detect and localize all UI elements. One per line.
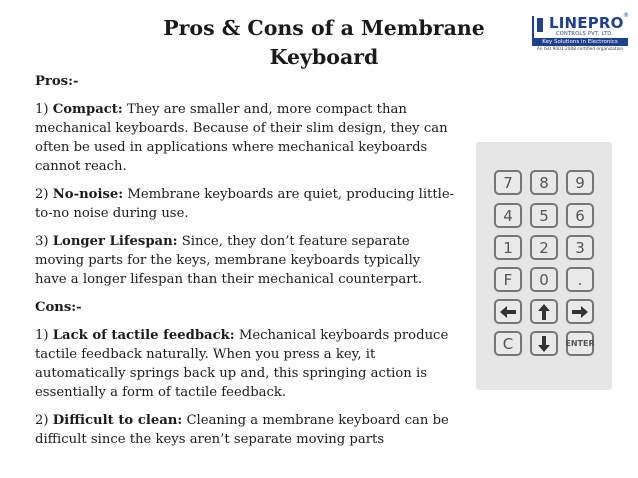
logo-mark-icon [532, 16, 548, 40]
keypad-key-2: 2 [530, 235, 558, 260]
keypad-key-up [530, 299, 558, 324]
item-term: No-noise: [52, 187, 124, 202]
logo-iso-note: An ISO 9001:2008 certified organization [536, 47, 624, 52]
item-term: Longer Lifespan: [52, 234, 178, 249]
cons-heading: Cons:- [35, 300, 82, 315]
item-text: Since, they don’t feature separate moving parts for the keys, membrane keyboards typically have a longer lifespan than their mechanical counterpart. [35, 234, 423, 287]
item-number: 3) [35, 234, 49, 249]
keypad-key-7: 7 [494, 170, 522, 195]
membrane-keypad-image [476, 142, 612, 390]
page-title: Pros & Cons of a Membrane Keyboard [163, 16, 485, 69]
pros-item [35, 232, 455, 289]
keypad-key-c: C [494, 331, 522, 356]
keypad-key-9: 9 [566, 170, 594, 195]
logo-subtitle: CONTROLS PVT. LTD. [556, 31, 614, 37]
keypad-key-right [566, 299, 594, 324]
item-term: Lack of tactile feedback: [52, 328, 235, 343]
down-arrow-icon [538, 336, 550, 352]
keypad-key-6: 6 [566, 203, 594, 228]
keypad-key-dot: . [566, 267, 594, 292]
up-arrow-icon [538, 304, 550, 320]
keypad-key-5: 5 [530, 203, 558, 228]
left-arrow-icon [500, 306, 516, 318]
pros-item [35, 185, 455, 223]
content-body [35, 72, 455, 458]
pros-heading: Pros:- [35, 74, 79, 89]
item-text: Cleaning a membrane keyboard can be difficult since the keys aren’t separate moving parts [35, 413, 449, 447]
cons-item [35, 411, 455, 449]
linepro-logo [532, 14, 628, 56]
item-number: 1) [35, 328, 49, 343]
item-number: 2) [35, 413, 49, 428]
keypad-key-left [494, 299, 522, 324]
keypad-key-1: 1 [494, 235, 522, 260]
item-text: Mechanical keyboards produce tactile feedback naturally. When you press a key, it automatically springs back up and, this springing action is essentially a form of tactile feedback. [35, 328, 449, 400]
keypad-key-4: 4 [494, 203, 522, 228]
keypad-key-enter: ENTER [566, 331, 594, 356]
item-number: 2) [35, 187, 49, 202]
item-term: Difficult to clean: [52, 413, 183, 428]
keypad-key-down [530, 331, 558, 356]
item-text: Membrane keyboards are quiet, producing little-to-no noise during use. [35, 187, 455, 221]
cons-item [35, 326, 455, 402]
item-term: Compact: [52, 102, 123, 117]
right-arrow-icon [572, 306, 588, 318]
logo-tagline: Key Solutions in Electronics [532, 38, 628, 46]
logo-name: LINEPRO [549, 14, 624, 32]
keypad-key-0: 0 [530, 267, 558, 292]
keypad-key-3: 3 [566, 235, 594, 260]
item-number: 1) [35, 102, 49, 117]
item-text: They are smaller and, more compact than mechanical keyboards. Because of their slim design, they can often be used in applications where mechanical keyboards cannot reach. [35, 102, 448, 174]
keypad-key-f: F [494, 267, 522, 292]
logo-registered: ® [623, 12, 629, 19]
keypad-key-8: 8 [530, 170, 558, 195]
pros-item [35, 100, 455, 176]
